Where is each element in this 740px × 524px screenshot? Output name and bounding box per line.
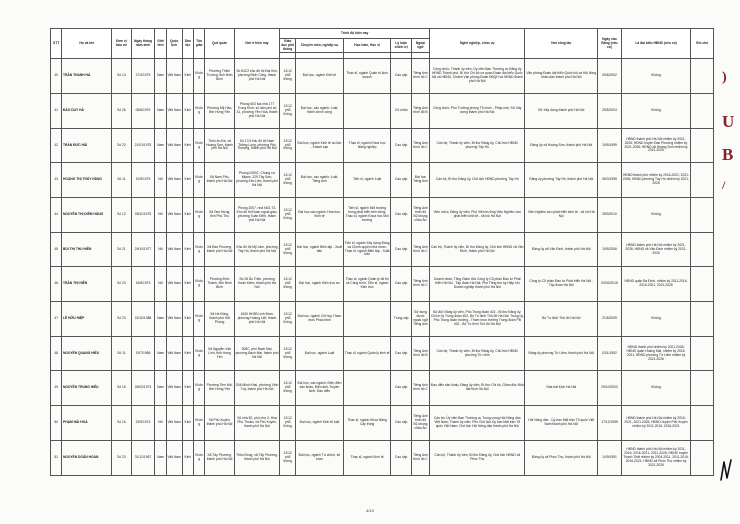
row-number: 51 xyxy=(51,440,62,475)
row-number: 43 xyxy=(51,163,62,198)
ethnicity: Kinh xyxy=(182,336,193,371)
occupation: Doanh nhân; Tổng Giám đốc Công ty Cổ phần Đầu tư Phát triển Hà Nội - Tập đoàn Hà Nội; Phó Tổng thư ký Hiệp hội Doanh nghiệp thành phố Hà Nội xyxy=(430,267,525,302)
occupation: Công chức, Thành ủy viên, Ủy viên Ban Thường vụ Đảng ủy HĐND Thành phố, Bí thư Chi bộ cơ quan Đoàn đại biểu Quốc hội và HĐND, Chánh Văn phòng Đoàn ĐBQH và HĐND thành phố Hà Nội xyxy=(430,59,525,94)
workplace: Hội Nông dân - Ủy ban Mặt trận Tổ quốc Việt Nam thành phố Hà Nội xyxy=(525,406,598,441)
header-political-theory: Lý luận chính trị xyxy=(391,39,411,53)
residence: Số 84C2 khu đô thị Đại Kim, phường Định Công, thành phố Hà Nội xyxy=(234,59,279,94)
header-language: Ngoại ngữ xyxy=(411,39,429,53)
note xyxy=(691,59,714,94)
academic-degree: Tiến sĩ, ngành Xây dựng Đảng và Chính quyền nhà nước; Thạc sĩ, ngành Biên tập - Xuất bản xyxy=(343,232,391,267)
row-number: 42 xyxy=(51,128,62,163)
birth-date: 23/9/1974 xyxy=(131,406,155,441)
general-education: 12/12 phổ thông xyxy=(280,128,296,163)
council-membership: HĐND quận Ba Đình, nhiệm kỳ 2011-2016, 2016-2021, 2021-2026 xyxy=(621,267,690,302)
hometown: Xã Tây Phương, thành phố Hà Nội xyxy=(205,440,235,475)
political-theory: Cao cấp xyxy=(391,232,411,267)
occupation: Cán bộ, Bí thư Đảng ủy, Chủ tịch HĐND phường Tây Hồ xyxy=(430,163,525,198)
birth-date: 31/12/1967 xyxy=(131,440,155,475)
gender: Nữ xyxy=(155,163,166,198)
ethnicity: Kinh xyxy=(182,267,193,302)
residence: Số 28 Âu Triệu, phường Hoàn Kiếm, thành phố Hà Nội xyxy=(234,267,279,302)
party-join-date: 17/12/1999 xyxy=(598,406,622,441)
political-theory: Cao cấp xyxy=(391,128,411,163)
workplace: Sở Xây dựng thành phố Hà Nội xyxy=(525,93,598,128)
religion: Không xyxy=(193,198,204,233)
religion: Không xyxy=(193,59,204,94)
electoral-unit: Số 26 xyxy=(112,93,131,128)
header-workplace: Nơi công tác xyxy=(525,29,598,59)
occupation: Bộ đội; Đảng ủy viên, Phó Trung đoàn 402 - Bí thư Đảng ủy, Chính ủy Trung đoàn 402, Bộ Tư lệnh Thủ đô Hà Nội; Trung úy, Phó Trung đoàn trưởng - Tham mưu trưởng Trung đoàn PB 402 - Bộ Tư lệnh Thủ đô Hà Nội xyxy=(430,302,525,337)
religion: Không xyxy=(193,163,204,198)
gender: Nam xyxy=(155,440,166,475)
foreign-language: Tiếng Anh trình độ C xyxy=(411,128,429,163)
note xyxy=(691,128,714,163)
birth-date: 22/10/1988 xyxy=(131,302,155,337)
nationality: Việt Nam xyxy=(166,440,182,475)
table-row xyxy=(51,302,714,337)
candidate-name: LÊ HỮU HIỆP xyxy=(62,302,112,337)
note xyxy=(691,163,714,198)
electoral-unit: Số 16 xyxy=(112,406,131,441)
occupation: Cán bộ, Thành ủy viên, Bí thư Đảng ủy, Chủ tịch HĐND xã Phúc Thọ xyxy=(430,440,525,475)
margin-stamp-mark: B xyxy=(722,145,734,164)
residence: Thôn Đồng, xã Tây Phương, thành phố Hà Nội xyxy=(234,440,279,475)
religion: Không xyxy=(193,336,204,371)
residence: Phòng 02501, Chung cư Mipec, 229 Tây Sơn, phường Kim Liên, thành phố Hà Nội xyxy=(234,163,279,198)
table-row xyxy=(51,406,714,441)
candidate-name: TRẦN ĐỨC HẢI xyxy=(62,128,112,163)
header-name: Họ và tên xyxy=(62,29,112,59)
candidate-name: TRẦN THỊ HIỀN xyxy=(62,267,112,302)
nationality: Việt Nam xyxy=(166,406,182,441)
birth-date: 27/4/1975 xyxy=(131,59,155,94)
workplace: Đảng ủy xã Văn Đình, thành phố Hà Nội xyxy=(525,232,598,267)
nationality: Việt Nam xyxy=(166,128,182,163)
nationality: Việt Nam xyxy=(166,302,182,337)
council-membership: Không xyxy=(621,198,690,233)
religion: Không xyxy=(193,440,204,475)
hometown: Thôn An Đà, xã Hoàng Sơn, thành phố Hà Nội xyxy=(205,128,235,163)
header-dob: Ngày tháng năm sinh xyxy=(131,29,155,59)
political-theory: Cao cấp xyxy=(391,59,411,94)
hometown: Xã Hà Đông, thành phố Hải Phòng xyxy=(205,302,235,337)
gender: Nam xyxy=(155,371,166,406)
table-row xyxy=(51,93,714,128)
foreign-language: Đại học Tiếng Anh xyxy=(411,163,429,198)
academic-degree: Thạc sĩ, ngành Quản trị kinh doanh xyxy=(343,59,391,94)
note xyxy=(691,371,714,406)
note xyxy=(691,267,714,302)
party-join-date: 28/9/2010 xyxy=(598,198,622,233)
party-join-date: 21/6/2009 xyxy=(598,302,622,337)
foreign-language: Tiếng Anh trình độ B xyxy=(411,93,429,128)
foreign-language: Tiếng Anh trình độ C xyxy=(411,440,429,475)
signature-mark xyxy=(718,458,734,484)
candidate-name: HOÀNG THỊ THÚY HẰNG xyxy=(62,163,112,198)
workplace: Đảng ủy phường Từ Liêm, thành phố Hà Nội xyxy=(525,336,598,371)
gender: Nam xyxy=(155,128,166,163)
religion: Không xyxy=(193,93,204,128)
general-education: 12/12 phổ thông xyxy=(280,232,296,267)
nationality: Việt Nam xyxy=(166,232,182,267)
workplace: Đảng ủy xã Phúc Thọ, thành phố Hà Nội xyxy=(525,440,598,475)
ethnicity: Kinh xyxy=(182,198,193,233)
gender: Nam xyxy=(155,59,166,94)
general-education: 12/12 phổ thông xyxy=(280,302,296,337)
general-education: 12/12 phổ thông xyxy=(280,59,296,94)
hometown: Phường Tiền Hải, tỉnh Hưng Yên xyxy=(205,371,235,406)
occupation: Đạo diễn sân khấu; Đảng ủy viên, Bí thư Chi bộ, Giám đốc Nhà hát Kịch Hà Nội xyxy=(430,371,525,406)
electoral-unit: Số 14 xyxy=(112,59,131,94)
residence: Phòng 2007, nhà N03-T3, Khu đô thị Đoàn ngoại giao, phường Xuân Đỉnh, thành phố Hà Nội xyxy=(234,198,279,233)
workplace: Văn phòng Đoàn đại biểu Quốc hội và Hội đồng nhân dân thành phố Hà Nội xyxy=(525,59,598,94)
occupation: Cán bộ, Thành ủy viên, Bí thư Đảng ủy, Chủ tịch HĐND xã Văn Đình, thành phố Hà Nội xyxy=(430,232,525,267)
table-row xyxy=(51,128,714,163)
specialty: Đại học, ngành Kinh tế xyxy=(296,59,344,94)
political-theory: Cao cấp xyxy=(391,371,411,406)
birth-date: 08/6/1976 xyxy=(131,93,155,128)
residence: Số nhà 52, phố chợ 2, Hòa Phú Thuần, xã Phú Xuyên, thành phố Hà Nội xyxy=(234,406,279,441)
residence: Phòng 603 tòa nhà 177 Trung Kính, số dân phố số 31, phường Yên Hòa, thành phố Hà Nội xyxy=(234,93,279,128)
header-residence: Nơi ở hiện nay xyxy=(234,29,279,59)
note xyxy=(691,93,714,128)
candidate-name: ĐÀO DUY HÀ xyxy=(62,93,112,128)
workplace: Công ty Cổ phần Đầu tư Phát triển Hà Nội - Tập đoàn Hà Nội xyxy=(525,267,598,302)
political-theory: Cao cấp xyxy=(391,267,411,302)
residence: 1540 HH3B Linh Đàm, phường Hoàng Liệt, thành phố Hà Nội xyxy=(234,302,279,337)
specialty: Đại học, các ngành: Luật, Tiếng Anh xyxy=(296,163,344,198)
table-row xyxy=(51,267,714,302)
candidate-table xyxy=(50,28,714,476)
academic-degree: Thạc sĩ, ngành Khoa Năng Cây trồng xyxy=(343,406,391,441)
birth-date: 19/7/1968 xyxy=(131,336,155,371)
ethnicity: Kinh xyxy=(182,371,193,406)
table-row xyxy=(51,163,714,198)
general-education: 12/12 phổ thông xyxy=(280,198,296,233)
row-number: 47 xyxy=(51,302,62,337)
header-specialty: Chuyên môn, nghiệp vụ xyxy=(296,39,344,53)
note xyxy=(691,302,714,337)
political-theory: Cao cấp xyxy=(391,198,411,233)
general-education: 12/12 phổ thông xyxy=(280,267,296,302)
academic-degree: Thạc sĩ, ngành Quản lý đô thị và Công trình; Tiến sĩ, ngành Kiến trúc xyxy=(343,267,391,302)
foreign-language: Tiếng Anh trình độ C xyxy=(411,59,429,94)
council-membership: Không xyxy=(621,371,690,406)
ethnicity: Kinh xyxy=(182,128,193,163)
hometown: Xã Nam Phù, thành phố Hà Nội xyxy=(205,163,235,198)
header-hometown: Quê quán xyxy=(205,29,235,59)
header-unit: Đơn vị bầu cử xyxy=(112,29,131,59)
council-membership: HĐND thành phố Hà Nội nhiệm kỳ 2021-2026; HĐND huyện Đan Phượng nhiệm kỳ 2021-2026; HĐND xã Hoàng Sơn nhiệm kỳ 2021-2026 xyxy=(621,128,690,163)
ethnicity: Kinh xyxy=(182,440,193,475)
header-education-group: Trình độ hiện nay xyxy=(280,29,430,39)
council-membership: Không xyxy=(621,59,690,94)
electoral-unit: Số 22 xyxy=(112,128,131,163)
residence: 308C, phố Bạch Mai, phường Bạch Mai, thành phố Hà Nội xyxy=(234,336,279,371)
party-join-date: 29/10/2003 xyxy=(598,371,622,406)
academic-degree: Thạc sĩ, ngành Kinh tế xyxy=(343,440,391,475)
general-education: 12/12 phổ thông xyxy=(280,336,296,371)
gender: Nam xyxy=(155,336,166,371)
electoral-unit: Số 11 xyxy=(112,163,131,198)
occupation: Công chức; Phó Trưởng phòng Tổ chức - Pháp chế, Sở Xây dựng thành phố Hà Nội xyxy=(430,93,525,128)
workplace: Bộ Tư lệnh Thủ đô Hà Nội xyxy=(525,302,598,337)
birth-date: 16/8/1973 xyxy=(131,267,155,302)
table-row xyxy=(51,198,714,233)
academic-degree: Tiến sĩ, ngành Luật xyxy=(343,163,391,198)
council-membership: HĐND thành phố Hà Nội nhiệm kỳ 2016-2021, 2021-2026; HĐND huyện Phú Xuyên nhiệm kỳ 2011-2016, 2016-2021 xyxy=(621,406,690,441)
note xyxy=(691,232,714,267)
table-row xyxy=(51,59,714,94)
council-membership: HĐND thành phố Hà Nội nhiệm kỳ 2011-2016, 2016-2021, 2021-2026; HĐND huyện Thạch Thất nhiệm kỳ 2004-2011, 2011-2016, 2016-2021; HĐND xã Phúc Thọ nhiệm kỳ 2021-2026 xyxy=(621,440,690,475)
ethnicity: Kinh xyxy=(182,163,193,198)
ethnicity: Kinh xyxy=(182,232,193,267)
candidate-name: NGUYỄN DOÃN HOÀN xyxy=(62,440,112,475)
general-education: 12/12 phổ thông xyxy=(280,93,296,128)
header-general-edu: Giáo dục phổ thông xyxy=(281,38,295,51)
workplace: Đảng ủy xã Hoàng Sơn, thành phố Hà Nội xyxy=(525,128,598,163)
table-row xyxy=(51,336,714,371)
specialty: Đại học, ngành Chỉ huy Tham mưu Pháo binh xyxy=(296,302,344,337)
candidate-name: NGUYỄN THỊ DIỄM HẰNG xyxy=(62,198,112,233)
foreign-language: Tiếng Anh trình độ C xyxy=(411,232,429,267)
council-membership: Không xyxy=(621,93,690,128)
specialty: Đại học, ngành Kiến trúc sư xyxy=(296,267,344,302)
nationality: Việt Nam xyxy=(166,267,182,302)
header-note: Ghi chú xyxy=(691,29,714,59)
birth-date: 29/10/1977 xyxy=(131,232,155,267)
row-number: 45 xyxy=(51,232,62,267)
table-row xyxy=(51,371,714,406)
hometown: Phường Thiên Trường, tỉnh Ninh Bình xyxy=(205,59,235,94)
header-ethnicity: Dân tộc xyxy=(182,29,193,59)
political-theory: Cao cấp xyxy=(391,163,411,198)
row-number: 46 xyxy=(51,267,62,302)
political-theory: Trung cấp xyxy=(391,302,411,337)
gender: Nữ xyxy=(155,198,166,233)
candidate-name: PHẠM HẢI HOA xyxy=(62,406,112,441)
specialty: Đại học các ngành: Hóa học; Kinh tế xyxy=(296,198,344,233)
header-gender: Giới tính xyxy=(155,29,166,59)
note xyxy=(691,336,714,371)
electoral-unit: Số 23 xyxy=(112,440,131,475)
ethnicity: Kinh xyxy=(182,59,193,94)
specialty: Đại học, ngành Biên tập - Xuất bản xyxy=(296,232,344,267)
party-join-date: 19/5/1999 xyxy=(598,128,622,163)
electoral-unit: Số 12 xyxy=(112,198,131,233)
foreign-language: Tiếng Anh trình độ C xyxy=(411,371,429,406)
party-join-date: 05/6/2002 xyxy=(598,59,622,94)
birth-date: 09/11/1975 xyxy=(131,198,155,233)
foreign-language: Tiếng Anh trình độ B xyxy=(411,336,429,371)
candidate-name: NGUYỄN TRUNG HIẾU xyxy=(62,371,112,406)
political-theory: Cao cấp xyxy=(391,336,411,371)
birth-date: 28/02/1973 xyxy=(131,371,155,406)
birth-date: 10/9/1975 xyxy=(131,163,155,198)
academic-degree: Thạc sĩ, ngành Quản lý kinh tế xyxy=(343,336,391,371)
foreign-language: Tiếng Anh trình độ B1 khung châu Âu xyxy=(411,406,429,441)
header-council-member: Là đại biểu HĐND (nếu có) xyxy=(621,29,690,59)
electoral-unit: Số 21 xyxy=(112,232,131,267)
header-party-date: Ngày vào Đảng (nếu có) xyxy=(598,29,622,59)
nationality: Việt Nam xyxy=(166,93,182,128)
candidate-name: NGUYỄN QUANG HIẾU xyxy=(62,336,112,371)
foreign-language: Tiếng Anh trình độ C xyxy=(411,267,429,302)
religion: Không xyxy=(193,267,204,302)
hometown: Phường Định Thành, tỉnh Ninh Bình xyxy=(205,267,235,302)
academic-degree xyxy=(343,93,391,128)
hometown: Xã Nguyễn Văn Linh, tỉnh Hưng Yên xyxy=(205,336,235,371)
header-stt: STT xyxy=(51,29,62,59)
row-number: 44 xyxy=(51,198,62,233)
margin-stamp-mark: U xyxy=(722,112,735,131)
row-number: 49 xyxy=(51,371,62,406)
political-theory: Cử nhân xyxy=(391,93,411,128)
page-number: 4/10 xyxy=(366,508,374,513)
council-membership: HĐND thành phố nhiệm kỳ 2021-2026; HĐND quận Hoàng Mai, nhiệm kỳ 2016-2021; HĐND phường Từ Liêm nhiệm kỳ 2021-2026 xyxy=(621,336,690,371)
council-membership: Không xyxy=(621,302,690,337)
occupation: Cán bộ, Thành ủy viên, Bí thư Đảng ủy, Chủ tịch HĐND phường Từ Liêm xyxy=(430,336,525,371)
party-join-date: 06/3/1998 xyxy=(598,163,622,198)
residence: Số 17/4 khu đô thị Nam Thăng Long, phường Phú Thượng, thành phố Hà Nội xyxy=(234,128,279,163)
specialty: Đại học, các ngành: Điện điện sân khấu; Điện ảnh-Truyền hình; Đạo diễn xyxy=(296,371,344,406)
political-theory: Cao cấp xyxy=(391,440,411,475)
workplace: Viện Nghiên cứu phát triển kinh tế - xã hội Hà Nội xyxy=(525,198,598,233)
header-nationality: Quốc tịch xyxy=(166,29,182,59)
candidate-name: BÙI THỊ THU HIỀN xyxy=(62,232,112,267)
political-theory: Cao cấp xyxy=(391,406,411,441)
ethnicity: Kinh xyxy=(182,406,193,441)
workplace: Nhà hát Kịch Hà Nội xyxy=(525,371,598,406)
academic-degree xyxy=(343,302,391,337)
hometown: Phường Mỹ Hào, tỉnh Hưng Yên xyxy=(205,93,235,128)
specialty: Đại học, ngành Tư chính, kế toán xyxy=(296,440,344,475)
specialty: Đại học, ngành Kinh tế luật xyxy=(296,406,344,441)
gender: Nữ xyxy=(155,232,166,267)
ethnicity: Kinh xyxy=(182,93,193,128)
electoral-unit: Số 23 xyxy=(112,302,131,337)
note xyxy=(691,198,714,233)
gender: Nam xyxy=(155,93,166,128)
birth-date: 21/01/1975 xyxy=(131,128,155,163)
nationality: Việt Nam xyxy=(166,371,182,406)
nationality: Việt Nam xyxy=(166,198,182,233)
nationality: Việt Nam xyxy=(166,59,182,94)
row-number: 50 xyxy=(51,406,62,441)
religion: Không xyxy=(193,232,204,267)
electoral-unit: Số 11 xyxy=(112,336,131,371)
gender: Nam xyxy=(155,302,166,337)
header-academic-degree: Học hàm, Học vị xyxy=(343,39,391,53)
table-row xyxy=(51,440,714,475)
margin-stamp-mark: / xyxy=(722,178,726,192)
hometown: Xã Tam Hưng, tỉnh Phú Thọ xyxy=(205,198,235,233)
religion: Không xyxy=(193,406,204,441)
council-membership: HĐND thành phố nhiệm kỳ 2016-2021; 2021-2026; HĐND phường Tây Hồ nhiệm kỳ 2021-2026 xyxy=(621,163,690,198)
header-occupation: Nghề nghiệp, chức vụ xyxy=(430,29,525,59)
general-education: 12/12 phổ thông xyxy=(280,163,296,198)
occupation: Viên chức; Đảng ủy viên, Phó Viện trưởng Viện Nghiên cứu phát triển kinh tế - xã hội Hà Nội xyxy=(430,198,525,233)
foreign-language: Tiếng Anh trình độ B2 khung châu Âu xyxy=(411,198,429,233)
row-number: 41 xyxy=(51,93,62,128)
ethnicity: Kinh xyxy=(182,302,193,337)
religion: Không xyxy=(193,128,204,163)
note xyxy=(691,406,714,441)
foreign-language: Sử dụng được ngoại ngữ Tiếng Anh xyxy=(411,302,429,337)
workplace: Đảng ủy phường Tây Hồ, thành phố Hà Nội xyxy=(525,163,598,198)
gender: Nữ xyxy=(155,406,166,441)
religion: Không xyxy=(193,371,204,406)
residence: Khu đô thị Mỹ Lâm, phường Tây Hồ, thành phố Hà Nội xyxy=(234,232,279,267)
general-education: 12/12 phổ thông xyxy=(280,440,296,475)
academic-degree xyxy=(343,371,391,406)
general-education: 12/12 phổ thông xyxy=(280,406,296,441)
hometown: Xã Phú Xuyên, thành phố Hà Nội xyxy=(205,406,235,441)
party-join-date: 03/1/1992 xyxy=(598,336,622,371)
electoral-unit: Số 20 xyxy=(112,267,131,302)
margin-stamp-mark: ) xyxy=(722,70,727,85)
party-join-date: 25/5/2004 xyxy=(598,93,622,128)
academic-degree: Tiến sĩ, ngành Môi trường trong phát triển bền vững; Thạc sĩ, ngành Khoa học Môi trường xyxy=(343,198,391,233)
hometown: Xã Đan Phượng, thành phố Hà Nội xyxy=(205,232,235,267)
header-religion: Tôn giáo xyxy=(193,29,204,59)
specialty: Đại học, ngành Kinh tế du lịch - Khách sạn xyxy=(296,128,344,163)
specialty: Đại học, ngành Luật xyxy=(296,336,344,371)
occupation: Cán bộ, Thành ủy viên, Bí thư Đảng ủy, Chủ tịch HĐND phường Tây Hồ xyxy=(430,128,525,163)
party-join-date: 19/5/2006 xyxy=(598,232,622,267)
nationality: Việt Nam xyxy=(166,163,182,198)
religion: Không xyxy=(193,302,204,337)
table-row xyxy=(51,232,714,267)
specialty: Đại học, các ngành: Luật, Hành chính công xyxy=(296,93,344,128)
academic-degree: Thạc sĩ, ngành Khoa học Năng nghiệp xyxy=(343,128,391,163)
row-number: 48 xyxy=(51,336,62,371)
gender: Nữ xyxy=(155,267,166,302)
electoral-unit: Số 16 xyxy=(112,371,131,406)
candidate-name: TRẦN THANH HÀ xyxy=(62,59,112,94)
nationality: Việt Nam xyxy=(166,336,182,371)
party-join-date: 03/02/2015 xyxy=(598,267,622,302)
party-join-date: 10/9/1991 xyxy=(598,440,622,475)
residence: S06 Minh Khai, phường Vĩnh Tuy, thành phố Hà Nội xyxy=(234,371,279,406)
council-membership: HĐND thành phố Hà Nội nhiệm kỳ 2021-2026; HĐND xã Văn Đình nhiệm kỳ 2021-2026 xyxy=(621,232,690,267)
occupation: Cán bộ; Ủy viên Ban Thường vụ Trung ương Hội Nông dân Việt Nam; Thành ủy viên; Phó Chủ tịch Ủy ban Mặt trận Tổ quốc Việt Nam; Chủ tịch Hội Nông dân thành phố Hà Nội xyxy=(430,406,525,441)
note xyxy=(691,440,714,475)
general-education: 12/12 phổ thông xyxy=(280,371,296,406)
row-number: 40 xyxy=(51,59,62,94)
